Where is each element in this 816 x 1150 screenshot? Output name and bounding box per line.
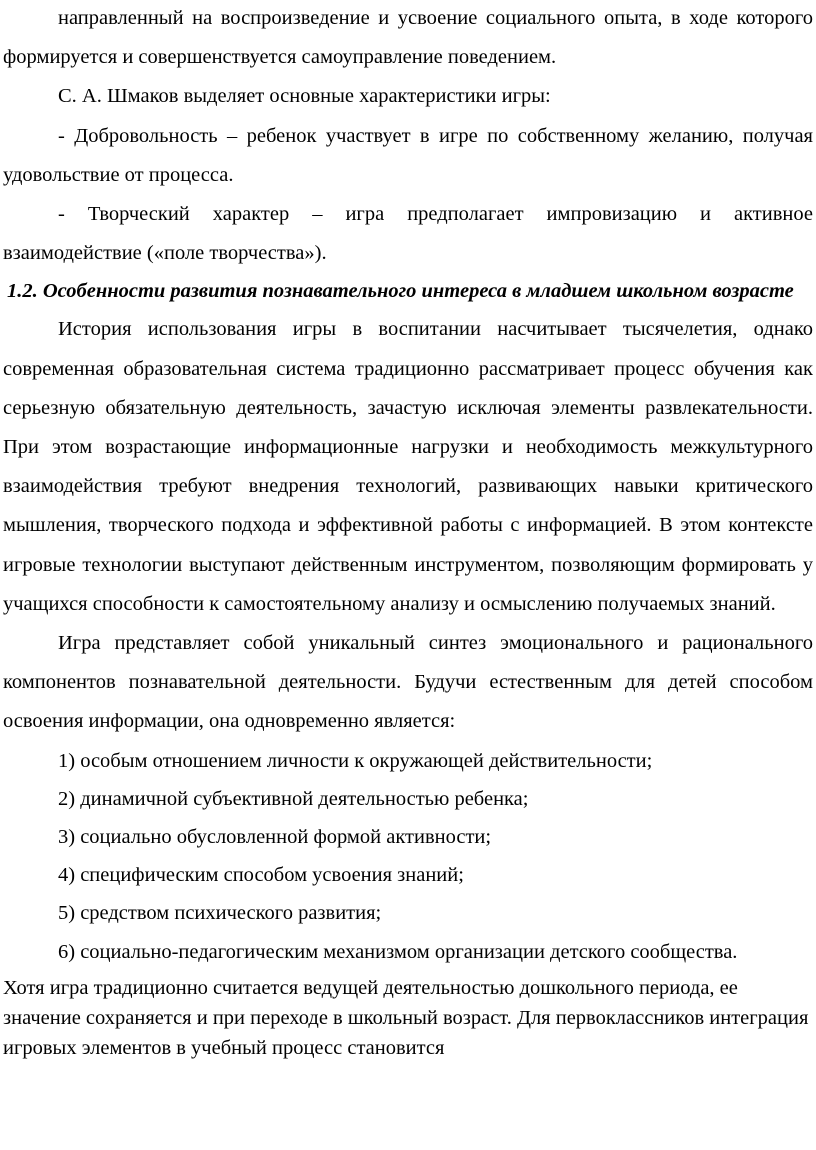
paragraph-game-synthesis: Игра представляет собой уникальный синтез эмоционального и рационального компонентов познавательной деятельности. Будучи естественным для детей способом освоения информации, она одновременно является: [3, 632, 813, 733]
list-game-is [3, 742, 813, 971]
list-item: 1) особым отношением личности к окружающей действительности; [58, 749, 653, 772]
paragraph-voluntariness: - Добровольность – ребенок участвует в игре по собственному желанию, получая удовольствие от процесса. [3, 124, 813, 186]
paragraph-school-age: Хотя игра традиционно считается ведущей деятельностью дошкольного периода, ее значение сохраняется и при переходе в школьный возраст. Для первоклассников интеграция игровых элементов в учебный процесс становится [3, 976, 809, 1059]
list-item: 5) средством психического развития; [58, 902, 382, 925]
list-item: 4) специфическим способом усвоения знаний; [58, 864, 464, 887]
paragraph-shmakov-characteristics: С. А. Шмаков выделяет основные характеристики игры: [58, 85, 551, 108]
list-item: 3) социально обусловленной формой активности; [58, 826, 492, 849]
paragraph-intro-continuation: направленный на воспроизведение и усвоение социального опыта, в ходе которого формируется и совершенствуется самоуправление поведением. [3, 7, 813, 69]
list-item: 2) динамичной субъективной деятельностью ребенка; [58, 787, 529, 810]
list-item: 6) социально-педагогическим механизмом организации детского сообщества. [58, 940, 738, 963]
paragraph-creative-character: - Творческий характер – игра предполагает импровизацию и активное взаимодействие («поле творчества»). [3, 203, 813, 265]
section-heading-1-2: 1.2. Особенности развития познавательного интереса в младшем школьном возрасте [7, 280, 794, 303]
paragraph-history-of-game: История использования игры в воспитании насчитывает тысячелетия, однако современная образовательная система традиционно рассматривает процесс обучения как серьезную обязательную деятельность, зачастую исключая элементы развлекательности. При этом возрастающие информационные нагрузки и необходимость межкультурного взаимодействия требуют внедрения технологий, развивающих навыки критического мышления, творческого подхода и эффективной работы с информацией. В этом контексте игровые технологии выступают действенным инструментом, позволяющим формировать у учащихся способности к самостоятельному анализу и осмыслению получаемых знаний. [3, 318, 813, 615]
